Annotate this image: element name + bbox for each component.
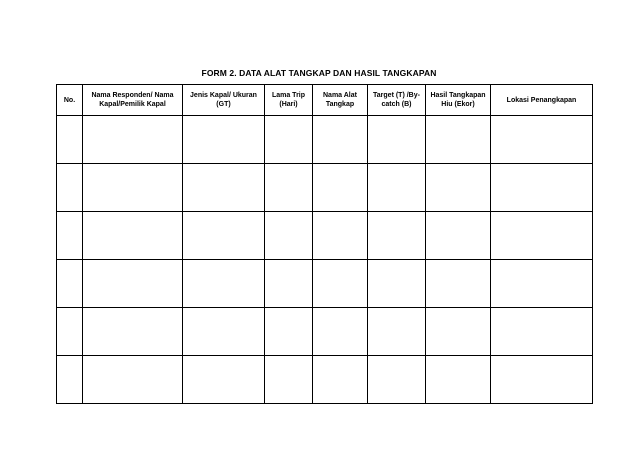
table-cell[interactable] xyxy=(57,356,83,404)
table-cell[interactable] xyxy=(491,356,593,404)
header-target-bycatch: Target (T) /By-catch (B) xyxy=(368,85,426,116)
table-cell[interactable] xyxy=(265,356,313,404)
table-cell[interactable] xyxy=(368,164,426,212)
table-header-row xyxy=(57,85,593,116)
header-hasil-tangkapan: Hasil Tangkapan Hiu (Ekor) xyxy=(426,85,491,116)
table-cell[interactable] xyxy=(83,356,183,404)
header-nama-alat-tangkap: Nama Alat Tangkap xyxy=(313,85,368,116)
table-cell[interactable] xyxy=(426,308,491,356)
table-cell[interactable] xyxy=(183,116,265,164)
table-cell[interactable] xyxy=(57,116,83,164)
table-cell[interactable] xyxy=(83,116,183,164)
table-cell[interactable] xyxy=(368,356,426,404)
table-cell[interactable] xyxy=(368,116,426,164)
table-cell[interactable] xyxy=(265,260,313,308)
table-row xyxy=(57,212,593,260)
table-cell[interactable] xyxy=(57,164,83,212)
table-cell[interactable] xyxy=(183,260,265,308)
table-cell[interactable] xyxy=(426,212,491,260)
table-cell[interactable] xyxy=(57,212,83,260)
table-cell[interactable] xyxy=(265,212,313,260)
table-row xyxy=(57,164,593,212)
table-row xyxy=(57,356,593,404)
table-row xyxy=(57,308,593,356)
table-cell[interactable] xyxy=(368,212,426,260)
header-jenis-kapal: Jenis Kapal/ Ukuran (GT) xyxy=(183,85,265,116)
table-cell[interactable] xyxy=(183,212,265,260)
table-cell[interactable] xyxy=(313,356,368,404)
data-table xyxy=(56,84,593,404)
header-no: No. xyxy=(57,85,83,116)
table-cell[interactable] xyxy=(265,164,313,212)
table-cell[interactable] xyxy=(183,164,265,212)
header-lama-trip: Lama Trip (Hari) xyxy=(265,85,313,116)
table-cell[interactable] xyxy=(313,116,368,164)
table-cell[interactable] xyxy=(426,164,491,212)
table-cell[interactable] xyxy=(57,308,83,356)
table-cell[interactable] xyxy=(368,260,426,308)
table-cell[interactable] xyxy=(183,308,265,356)
table-cell[interactable] xyxy=(183,356,265,404)
table-cell[interactable] xyxy=(491,308,593,356)
table-row xyxy=(57,116,593,164)
table-cell[interactable] xyxy=(426,260,491,308)
table-cell[interactable] xyxy=(265,308,313,356)
table-cell[interactable] xyxy=(313,164,368,212)
table-cell[interactable] xyxy=(491,164,593,212)
header-lokasi-penangkapan: Lokasi Penangkapan xyxy=(491,85,593,116)
table-cell[interactable] xyxy=(313,260,368,308)
table-cell[interactable] xyxy=(83,260,183,308)
header-nama-responden: Nama Responden/ Nama Kapal/Pemilik Kapal xyxy=(83,85,183,116)
table-cell[interactable] xyxy=(83,212,183,260)
table-cell[interactable] xyxy=(368,308,426,356)
form-title: FORM 2. DATA ALAT TANGKAP DAN HASIL TANGKAPAN xyxy=(201,68,437,78)
table-cell[interactable] xyxy=(313,308,368,356)
table-cell[interactable] xyxy=(426,356,491,404)
table-row xyxy=(57,260,593,308)
table-cell[interactable] xyxy=(83,164,183,212)
table-cell[interactable] xyxy=(83,308,183,356)
table-cell[interactable] xyxy=(491,260,593,308)
table-cell[interactable] xyxy=(57,260,83,308)
table-cell[interactable] xyxy=(426,116,491,164)
table-cell[interactable] xyxy=(313,212,368,260)
table-cell[interactable] xyxy=(265,116,313,164)
table-cell[interactable] xyxy=(491,116,593,164)
table-cell[interactable] xyxy=(491,212,593,260)
